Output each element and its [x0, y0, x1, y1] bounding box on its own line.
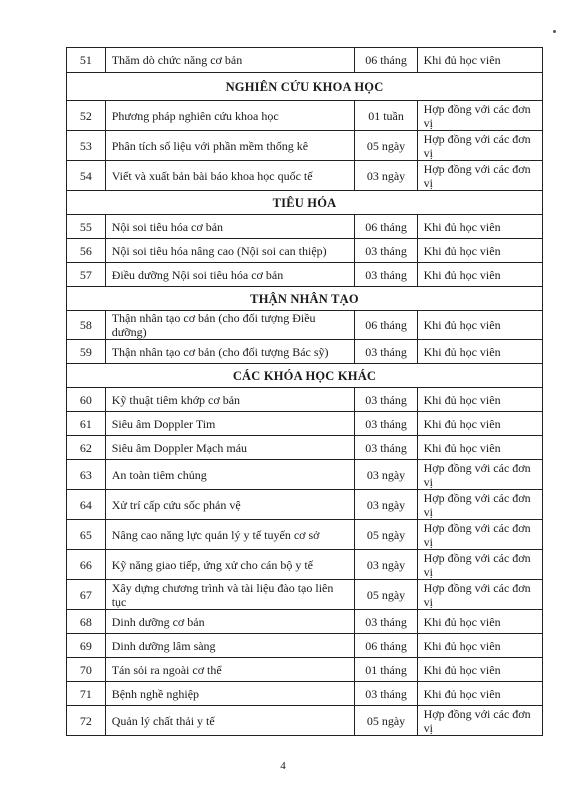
course-note: Hợp đồng với các đơn vị: [417, 580, 542, 610]
table-row: [67, 215, 543, 239]
row-number: 54: [67, 161, 106, 191]
course-note: Khi đủ học viên: [417, 610, 542, 634]
table-row: [67, 101, 543, 131]
row-number: 55: [67, 215, 106, 239]
section-title: TIÊU HÓA: [67, 191, 543, 215]
course-note: Khi đủ học viên: [417, 412, 542, 436]
table-row: [67, 131, 543, 161]
course-name: Kỹ thuật tiêm khớp cơ bản: [105, 388, 355, 412]
table-row: [67, 263, 543, 287]
course-duration: 05 ngày: [355, 520, 417, 550]
table-row: [67, 658, 543, 682]
course-note: Khi đủ học viên: [417, 340, 542, 364]
course-note: Hợp đồng với các đơn vị: [417, 101, 542, 131]
course-note: Khi đủ học viên: [417, 682, 542, 706]
course-duration: 05 ngày: [355, 580, 417, 610]
course-name: An toàn tiêm chủng: [105, 460, 355, 490]
course-name: Điều dưỡng Nội soi tiêu hóa cơ bản: [105, 263, 355, 287]
course-note: Khi đủ học viên: [417, 658, 542, 682]
row-number: 68: [67, 610, 106, 634]
row-number: 62: [67, 436, 106, 460]
course-duration: 03 ngày: [355, 490, 417, 520]
row-number: 67: [67, 580, 106, 610]
course-note: Khi đủ học viên: [417, 311, 542, 340]
course-duration: 01 tuần: [355, 101, 417, 131]
course-note: Khi đủ học viên: [417, 436, 542, 460]
course-name: Nội soi tiêu hóa cơ bản: [105, 215, 355, 239]
course-name: Phương pháp nghiên cứu khoa học: [105, 101, 355, 131]
course-name: Xây dựng chương trình và tài liệu đào tạo liên tục: [105, 580, 355, 610]
section-header-row: [67, 73, 543, 101]
course-name: Thăm dò chức năng cơ bản: [105, 48, 355, 73]
row-number: 70: [67, 658, 106, 682]
course-duration: 03 ngày: [355, 460, 417, 490]
row-number: 60: [67, 388, 106, 412]
course-name: Xử trí cấp cứu sốc phản vệ: [105, 490, 355, 520]
table-row: [67, 706, 543, 736]
course-name: Thận nhân tạo cơ bản (cho đối tượng Bác sỹ): [105, 340, 355, 364]
course-note: Hợp đồng với các đơn vị: [417, 706, 542, 736]
course-note: Khi đủ học viên: [417, 215, 542, 239]
course-duration: 03 tháng: [355, 412, 417, 436]
row-number: 51: [67, 48, 106, 73]
course-duration: 05 ngày: [355, 706, 417, 736]
row-number: 63: [67, 460, 106, 490]
course-note: Khi đủ học viên: [417, 239, 542, 263]
course-note: Hợp đồng với các đơn vị: [417, 131, 542, 161]
section-header-row: [67, 364, 543, 388]
table-row: [67, 388, 543, 412]
row-number: 69: [67, 634, 106, 658]
row-number: 71: [67, 682, 106, 706]
course-note: Khi đủ học viên: [417, 48, 542, 73]
course-duration: 03 tháng: [355, 388, 417, 412]
course-duration: 03 ngày: [355, 161, 417, 191]
course-name: Dinh dưỡng lâm sàng: [105, 634, 355, 658]
course-duration: 06 tháng: [355, 48, 417, 73]
course-name: Tán sỏi ra ngoài cơ thể: [105, 658, 355, 682]
section-header-row: [67, 191, 543, 215]
table-row: [67, 311, 543, 340]
course-duration: 03 ngày: [355, 550, 417, 580]
table-row: [67, 340, 543, 364]
course-name: Nội soi tiêu hóa nâng cao (Nội soi can thiệp): [105, 239, 355, 263]
table-row: [67, 436, 543, 460]
course-name: Siêu âm Doppler Mạch máu: [105, 436, 355, 460]
table-row: [67, 239, 543, 263]
table-row: [67, 490, 543, 520]
course-name: Quản lý chất thải y tế: [105, 706, 355, 736]
table-row: [67, 550, 543, 580]
section-title: THẬN NHÂN TẠO: [67, 287, 543, 311]
row-number: 56: [67, 239, 106, 263]
course-duration: 03 tháng: [355, 436, 417, 460]
corner-mark: [553, 30, 556, 33]
course-note: Hợp đồng với các đơn vị: [417, 161, 542, 191]
course-name: Nâng cao năng lực quản lý y tế tuyến cơ sở: [105, 520, 355, 550]
course-table: [66, 47, 543, 736]
course-note: Hợp đồng với các đơn vị: [417, 490, 542, 520]
section-header-row: [67, 287, 543, 311]
course-duration: 01 tháng: [355, 658, 417, 682]
row-number: 52: [67, 101, 106, 131]
course-duration: 03 tháng: [355, 263, 417, 287]
row-number: 66: [67, 550, 106, 580]
course-duration: 06 tháng: [355, 311, 417, 340]
course-name: Siêu âm Doppler Tim: [105, 412, 355, 436]
section-title: NGHIÊN CỨU KHOA HỌC: [67, 73, 543, 101]
page-number: 4: [280, 760, 286, 772]
row-number: 59: [67, 340, 106, 364]
course-name: Dinh dưỡng cơ bản: [105, 610, 355, 634]
row-number: 57: [67, 263, 106, 287]
course-duration: 06 tháng: [355, 215, 417, 239]
course-duration: 03 tháng: [355, 239, 417, 263]
row-number: 53: [67, 131, 106, 161]
section-title: CÁC KHÓA HỌC KHÁC: [67, 364, 543, 388]
table-row: [67, 580, 543, 610]
course-note: Khi đủ học viên: [417, 263, 542, 287]
row-number: 72: [67, 706, 106, 736]
course-name: Thận nhân tạo cơ bản (cho đối tượng Điều dưỡng): [105, 311, 355, 340]
course-duration: 03 tháng: [355, 682, 417, 706]
course-note: Khi đủ học viên: [417, 634, 542, 658]
course-note: Hợp đồng với các đơn vị: [417, 550, 542, 580]
course-note: Hợp đồng với các đơn vị: [417, 460, 542, 490]
table-row: [67, 682, 543, 706]
row-number: 64: [67, 490, 106, 520]
course-note: Hợp đồng với các đơn vị: [417, 520, 542, 550]
course-name: Phân tích số liệu với phần mềm thống kê: [105, 131, 355, 161]
course-note: Khi đủ học viên: [417, 388, 542, 412]
table-row: [67, 48, 543, 73]
course-duration: 05 ngày: [355, 131, 417, 161]
course-name: Viết và xuất bản bài báo khoa học quốc tế: [105, 161, 355, 191]
course-duration: 06 tháng: [355, 634, 417, 658]
table-row: [67, 412, 543, 436]
table-row: [67, 520, 543, 550]
row-number: 65: [67, 520, 106, 550]
table-body: [67, 48, 543, 736]
course-duration: 03 tháng: [355, 340, 417, 364]
table-row: [67, 634, 543, 658]
course-name: Bệnh nghề nghiệp: [105, 682, 355, 706]
table-row: [67, 161, 543, 191]
row-number: 61: [67, 412, 106, 436]
course-duration: 03 tháng: [355, 610, 417, 634]
table-row: [67, 460, 543, 490]
row-number: 58: [67, 311, 106, 340]
table-row: [67, 610, 543, 634]
course-name: Kỹ năng giao tiếp, ứng xử cho cán bộ y tế: [105, 550, 355, 580]
